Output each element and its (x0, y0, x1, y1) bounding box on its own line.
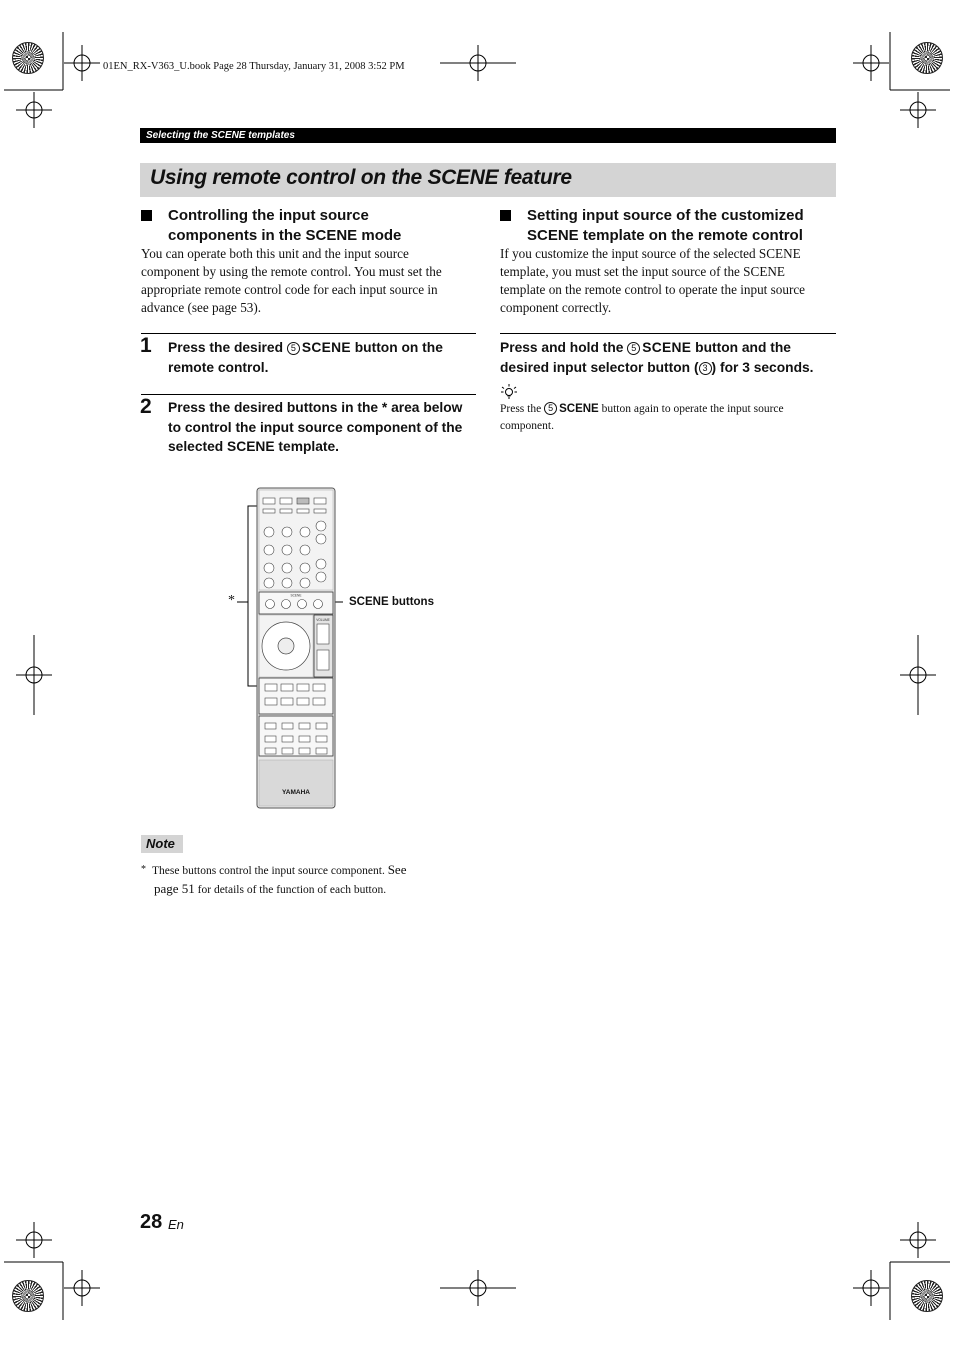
remote-volume-label: VOLUME (316, 618, 330, 622)
right-step-rule (500, 333, 836, 334)
remote-brand: YAMAHA (282, 789, 310, 796)
page-language: En (168, 1217, 184, 1232)
page-number: 28 (140, 1211, 163, 1233)
step1-rule (141, 333, 476, 334)
tip-text: Press the 5 SCENE button again to operate the input source component. (500, 403, 784, 432)
file-info: 01EN_RX-V363_U.book Page 28 Thursday, January 31, 2008 3:52 PM (103, 61, 405, 72)
tip-lightbulb-icon (500, 383, 518, 399)
step2-text: Press the desired buttons in the * area below to control the input source component of the selected SCENE template. (168, 400, 463, 454)
remote-scene-label: SCENE (290, 593, 302, 598)
right-intro: If you customize the input source of the selected SCENE template, you must set the input source of the SCENE template on the remote control to operate the input source component correctly. (500, 246, 806, 315)
left-heading: Controlling the input source components in the SCENE mode (141, 206, 481, 248)
note-text: * These buttons control the input source component. See page 51 for details of the function of each button. (141, 862, 407, 896)
scene-buttons-callout: SCENE buttons (349, 596, 434, 608)
running-head-bar (140, 128, 836, 143)
right-step-text: Press and hold the 5 SCENE button and the desired input selector button ( 3 ) for 3 seconds. (500, 340, 814, 375)
remote-control-illustration (225, 478, 465, 813)
note-label: Note (146, 836, 175, 851)
right-heading: Setting input source of the customized SCENE template on the remote control (500, 206, 840, 248)
step2-number: 2 (140, 395, 152, 418)
step1-number: 1 (140, 334, 152, 357)
figure-asterisk: * (228, 593, 235, 608)
step1-text: Press the desired 5 SCENE button on the remote control. (168, 340, 443, 375)
title-bar (140, 163, 836, 197)
note-label-box (141, 835, 183, 853)
page-title: Using remote control on the SCENE feature (150, 166, 572, 189)
left-intro: You can operate both this unit and the input source component by using the remote control. You must set the appropriate remote control code for each input source in advance (see page 53). (141, 246, 442, 315)
step2-rule (141, 394, 476, 395)
heading-square-icon (141, 210, 152, 221)
heading-square-icon (500, 210, 511, 221)
running-head: Selecting the SCENE templates (146, 130, 295, 141)
